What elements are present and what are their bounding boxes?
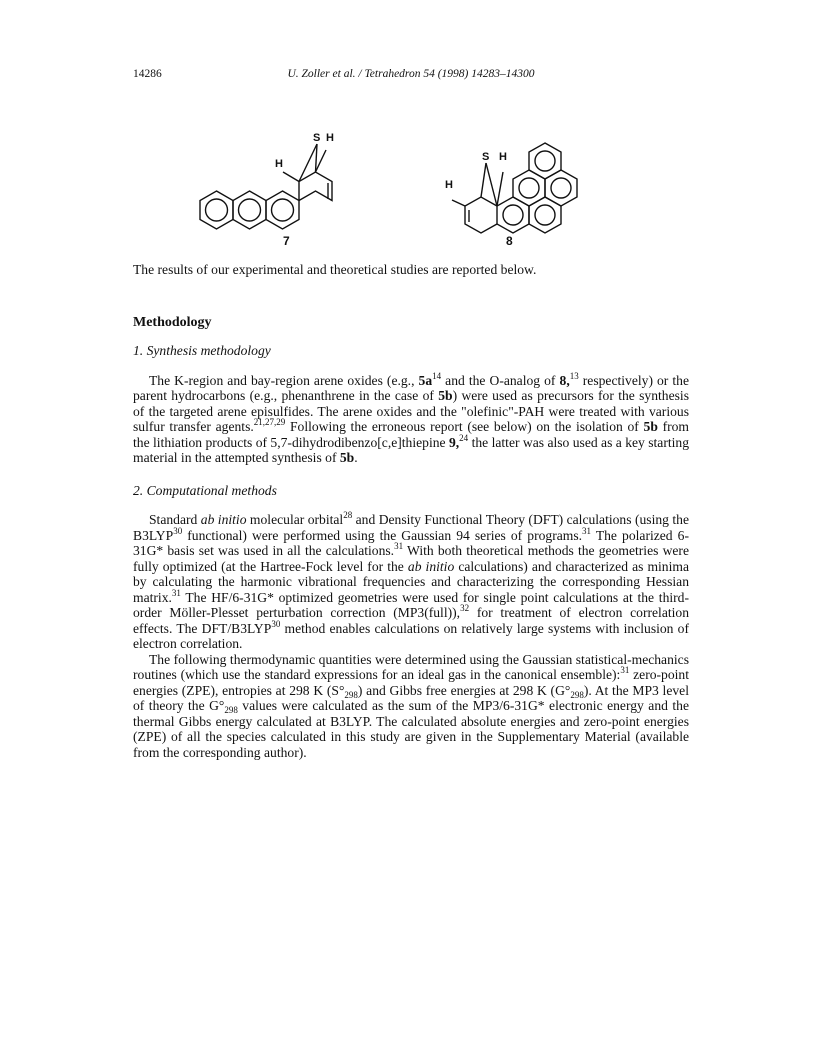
- compound-ref: 5a: [418, 372, 433, 388]
- text-run: ) and Gibbs free energies at 298 K (G°: [357, 682, 571, 698]
- compound-7-label: 7: [283, 234, 290, 248]
- page-number: 14286: [133, 68, 162, 80]
- text-run: The HF/6-31G* optimized geometries were used for single point calculations at the third-order Möller-Plesset perturbation correction (MP3(full)),: [133, 589, 689, 620]
- compound-ref: 8,: [559, 372, 570, 388]
- text-run: the latter was also used as a key starting material in the attempted synthesis of: [133, 434, 690, 465]
- subscript: 298: [224, 705, 238, 715]
- compound-ref: 5b: [438, 388, 453, 403]
- synthesis-paragraph: [133, 370, 690, 466]
- synthesis-methodology-heading: 1. Synthesis methodology: [133, 343, 271, 358]
- text-run: molecular orbital: [246, 512, 344, 527]
- compound-8-hydrogen-label: H: [499, 151, 507, 163]
- text-run: With both theoretical methods the geometries were fully optimized (at the Hartree-Fock level for the: [133, 543, 689, 574]
- text-run: The following thermodynamic quantities were determined using the Gaussian statistical-mechanics routines (which use the standard expressions for an ideal gas in the canonical ensemble):: [133, 651, 689, 682]
- text-run: functional) were performed using the Gaussian 94 series of programs.: [182, 527, 583, 543]
- compound-7-hydrogen-left-label: H: [275, 158, 283, 170]
- citation: 21,27,29: [253, 417, 286, 427]
- compound-8-ring-a: [497, 197, 529, 233]
- citation: 24: [459, 432, 469, 443]
- text-run: from the lithiation products of 5,7-dihydrodibenzo[c,e]thiepine: [133, 419, 690, 450]
- text-run: for treatment of electron correlation effects. The DFT/B3LYP: [133, 605, 689, 636]
- compound-ref: 5b: [339, 450, 355, 465]
- intro-paragraph: The results of our experimental and theoretical studies are reported below.: [133, 262, 537, 277]
- chemical-structures-figure: [133, 120, 689, 255]
- compound-7-ring-c: [266, 191, 299, 229]
- page-header: [133, 68, 689, 88]
- citation: 30: [271, 618, 281, 629]
- text-run: and the O-analog of: [441, 372, 560, 388]
- main-content: [133, 262, 689, 760]
- text-run: respectively) or the parent hydrocarbons (e.g., phenanthrene in the case of: [133, 372, 689, 403]
- compound-8-ring-e: [529, 143, 561, 179]
- compound-7-sulfur-label: S: [313, 132, 321, 144]
- compound-8-ring-f: [465, 197, 497, 233]
- running-title: U. Zoller et al. / Tetrahedron 54 (1998) 14283–14300: [287, 68, 535, 80]
- citation: 32: [460, 603, 470, 613]
- italic-term: ab initio: [407, 558, 455, 574]
- compound-8-ring-c: [513, 170, 545, 206]
- citation: 31: [582, 525, 592, 536]
- citation: 14: [432, 370, 442, 381]
- compound-7-hydrogen-label: H: [326, 132, 334, 144]
- text-run: values were calculated as the sum of the MP3/6-31G* electronic energy and the thermal Gibbs energy calculated at B3LYP. The calculated absolute energies and zero-point energies (ZPE) of all the species calculated in this study are given in the Supplementary Material (available from the corresponding author).: [133, 698, 689, 760]
- citation: 28: [343, 510, 353, 520]
- subscript: 298: [344, 689, 358, 700]
- compound-7-structure: [200, 144, 332, 229]
- compound-8-structure: [452, 143, 577, 233]
- italic-term: ab initio: [200, 512, 247, 527]
- computational-paragraph-2: [133, 652, 689, 761]
- computational-paragraph-1: [133, 512, 689, 652]
- structures-svg: [133, 120, 689, 255]
- compound-ref: 9,: [448, 434, 460, 450]
- text-run: .: [354, 450, 358, 465]
- text-run: method enables calculations on relatively large systems with inclusion of electron correlation.: [133, 620, 690, 651]
- text-run: Following the erroneous report (see below) on the isolation of: [285, 419, 644, 434]
- text-run: calculations) and characterized as minima by calculating the harmonic vibrational frequencies and characterizing the corresponding Hessian matrix.: [133, 558, 689, 605]
- text-run: zero-point energies (ZPE), entropies at 298 K (S°: [133, 667, 689, 698]
- text-run: Standard: [149, 512, 201, 527]
- compound-8-sulfur-label: S: [482, 151, 490, 163]
- citation: 13: [569, 370, 579, 381]
- compound-7-ring-d: [299, 172, 332, 201]
- compound-ref: 5b: [643, 419, 658, 434]
- compound-7-ring-a: [200, 191, 233, 229]
- text-run: The polarized 6-31G* basis set was used in all the calculations.: [133, 527, 689, 558]
- compound-8-hydrogen-left-label: H: [445, 179, 453, 191]
- text-run: The K-region and bay-region arene oxides (e.g.,: [149, 372, 419, 388]
- compound-7-episulfide: [283, 144, 326, 182]
- subscript: 298: [570, 689, 584, 700]
- compound-8-ring-d: [545, 170, 577, 206]
- methodology-heading: Methodology: [133, 314, 212, 330]
- text-run: ) were used as precursors for the synthesis of the targeted arene episulfides. The arene oxides and the "olefinic"-PAH were treated with various sulfur transfer agents.: [133, 388, 689, 434]
- citation: 31: [620, 665, 630, 675]
- text-run: and Density Functional Theory (DFT) calculations (using the B3LYP: [133, 512, 689, 543]
- compound-7-ring-b: [233, 191, 266, 229]
- text-run: ). At the MP3 level of theory the G°: [133, 682, 689, 713]
- citation: 31: [171, 587, 181, 598]
- citation: 31: [394, 541, 404, 551]
- compound-8-ring-b: [529, 197, 561, 233]
- compound-8-label: 8: [506, 234, 513, 248]
- citation: 30: [173, 525, 183, 536]
- computational-methods-heading: 2. Computational methods: [133, 482, 277, 498]
